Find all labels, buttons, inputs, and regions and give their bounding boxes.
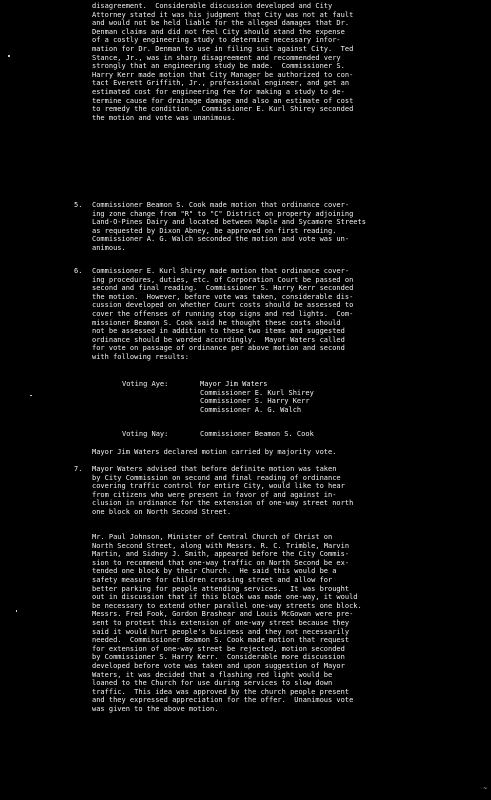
text-line: Harry Kerr made motion that City Manager be authorized to con- (92, 70, 354, 79)
corner-mark: ~ (483, 785, 487, 793)
text-line: Messrs. Fred Fook, Gordon Brashear and Louis McGowan were pre- (92, 610, 354, 619)
text-line: mation for Dr. Denman to use in filing suit against City. Ted (92, 44, 354, 53)
text-line: Commissioner A. G. Walch seconded the motion and vote was un- (92, 235, 350, 244)
voter-name: Commissioner A. G. Walch (200, 405, 302, 414)
item-5-paragraph (92, 201, 470, 253)
text-line: Land-O-Pines Dairy and located between Maple and Sycamore Streets (92, 218, 366, 227)
item-7-paragraph (92, 465, 470, 517)
text-line: safety measure for children crossing street and allow for (92, 575, 333, 584)
text-line: Commissioner Beamon S. Cook made motion that ordinance cover- (92, 201, 350, 209)
text-line: for extension of one-way street be rejected, motion seconded (92, 644, 345, 653)
voting-nay-names (200, 430, 314, 439)
text-line: ordinance should be worded accordingly. Mayor Waters called (92, 335, 345, 344)
text-line: Mr. Paul Johnson, Minister of Central Church of Christ on (92, 533, 333, 541)
text-line: Stance, Jr., was in sharp disagreement and recommended very (92, 53, 341, 62)
scan-speck (8, 55, 10, 57)
text-line: of a costly engineering study to determine necessary infor- (92, 36, 341, 45)
text-line: not be assessed in addition to these two items and suggested (92, 327, 345, 336)
text-line: one block on North Second Street. (92, 507, 232, 516)
text-line: Denman claims and did not feel City should stand the expense (92, 27, 345, 36)
voter-name: Mayor Jim Waters (200, 380, 268, 388)
text-line: estimated cost for engineering fee for making a study to de- (92, 87, 345, 96)
text-line: to remedy the condition. Commissioner E. Kurl Shirey seconded (92, 105, 354, 114)
item-number: 7. (74, 465, 83, 473)
text-line: covering traffic control for entire City, would like to hear (92, 482, 345, 491)
scan-speck (16, 610, 17, 612)
voter-name: Commissioner E. Kurl Shirey (200, 388, 314, 397)
text-line: Martin, and Sidney J. Smith, appeared before the City Commis- (92, 550, 350, 559)
text-line: out in discussion that if this block was made one-way, it would (92, 593, 358, 602)
text-line: be necessary to extend other parallel one-way streets one block. (92, 601, 362, 610)
voting-aye-names (200, 380, 314, 414)
text-line: as requested by Dixon Abney, be approved on first reading. (92, 226, 337, 235)
text-line: by City Commission on second and final reading of ordinance (92, 473, 341, 482)
text-line: was given to the above motion. (92, 704, 219, 713)
text-line: with following results: (92, 352, 189, 361)
scan-speck (30, 395, 32, 396)
text-line: the motion. However, before vote was taken, considerable dis- (92, 292, 354, 301)
text-line: missioner Beamon S. Cook said he thought these costs should (92, 318, 341, 327)
text-line: termine cause for drainage damage and also an estimate of cost (92, 96, 354, 105)
text-line: second and final reading. Commissioner S. Harry Kerr seconded (92, 284, 354, 293)
voting-aye-label: Voting Aye: (122, 380, 169, 388)
item-6-paragraph (92, 267, 470, 362)
text-line: cussion developed on whether Court costs should be assessed to (92, 301, 354, 310)
item-number: 5. (74, 201, 83, 209)
text-line: tended one block by their Church. He said this would be a (92, 567, 337, 576)
text-line: said it would hurt people's business and they not necessarily (92, 627, 350, 636)
text-line: North Second Street, along with Messrs. R. C. Trimble, Marvin (92, 541, 350, 550)
text-line: from citizens who were present in favor of and against in- (92, 490, 337, 499)
text-line: Mayor Waters advised that before definite motion was taken (92, 465, 337, 473)
text-line: and they expressed appreciation for the offer. Unanimous vote (92, 696, 354, 705)
text-line: strongly that an engineering study be made. Commissioner S. (92, 62, 345, 71)
item-7-discussion-paragraph (92, 533, 470, 713)
text-line: sion to recommend that one-way traffic on North Second be ex- (92, 558, 350, 567)
vote-result: Mayor Jim Waters declared motion carried by majority vote. (92, 448, 337, 456)
text-line: needed. Commissioner Beamon S. Cook made motion that request (92, 636, 350, 645)
text-line: cover the offenses of running stop signs and red lights. Com- (92, 309, 354, 318)
text-line: disagreement. Considerable discussion developed and City (92, 2, 333, 10)
text-line: and would not be held liable for the alleged damages that Dr. (92, 19, 350, 28)
text-line: animous. (92, 243, 126, 252)
text-line: Waters, it was decided that a flashing red light would be (92, 670, 333, 679)
text-line: Commissioner E. Kurl Shirey made motion that ordinance cover- (92, 267, 350, 275)
text-line: ing procedures, duties, etc. of Corporation Court be passed on (92, 275, 354, 284)
text-line: loaned to the Church for use during services to slow down (92, 679, 333, 688)
text-line: tact Everett Griffith, Jr., professional engineer, and get an (92, 79, 350, 88)
text-line: better parking for people attending services. It was brought (92, 584, 350, 593)
text-line: Attorney stated it was his judgment that City was not at fault (92, 10, 354, 19)
text-line: sent to protest this extension of one-way street because they (92, 618, 350, 627)
voting-nay-label: Voting Nay: (122, 430, 169, 438)
text-line: the motion and vote was unanimous. (92, 113, 236, 122)
text-line: by Commissioner S. Harry Kerr. Considerable more discussion (92, 653, 345, 662)
text-line: developed before vote was taken and upon suggestion of Mayor (92, 661, 345, 670)
carryover-paragraph (92, 2, 470, 122)
text-line: traffic. This idea was approved by the church people present (92, 687, 350, 696)
text-line: clusion in ordinance for the extension of one-way street north (92, 499, 354, 508)
voter-name: Commissioner S. Harry Kerr (200, 397, 310, 406)
voter-name: Commissioner Beamon S. Cook (200, 430, 314, 438)
text-line: ing zone change from "R" to "C" District on property adjoining (92, 209, 354, 218)
text-line: for vote on passage of ordinance per above motion and second (92, 344, 345, 353)
item-number: 6. (74, 267, 83, 275)
